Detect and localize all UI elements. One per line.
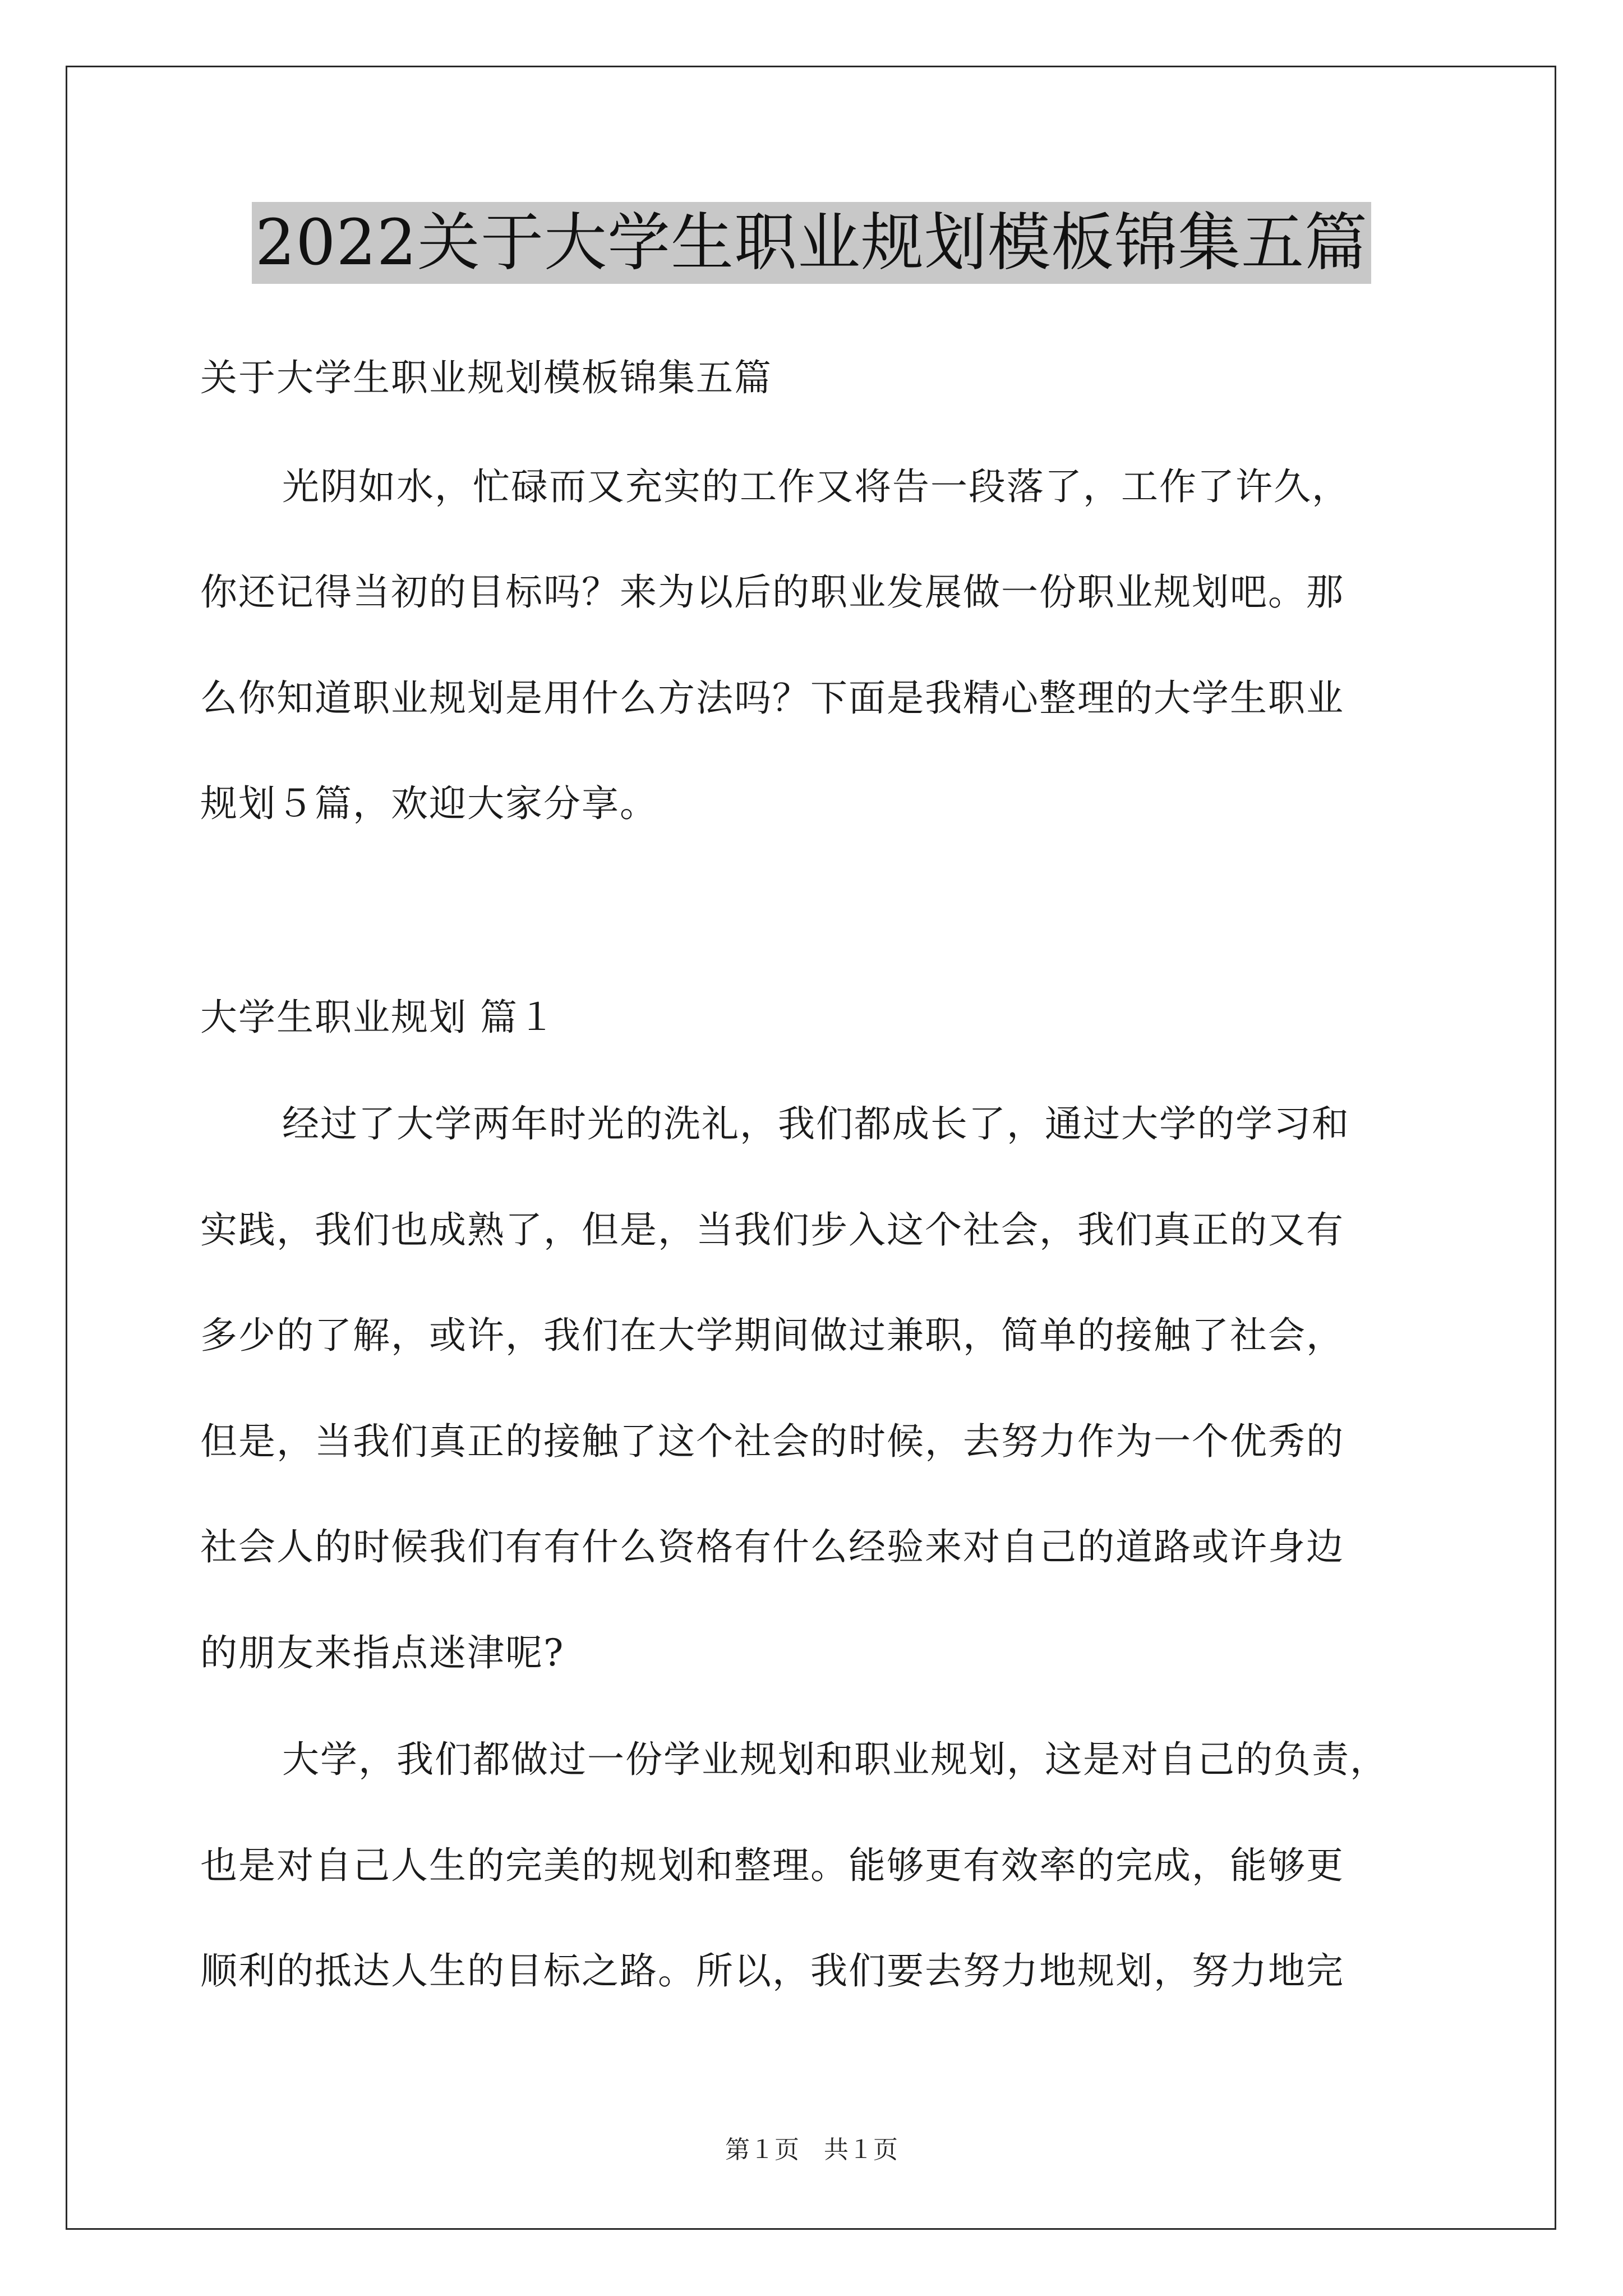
paragraph1-line-1: 经过了大学两年时光的洗礼，我们都成长了，通过大学的学习和 [282,1102,1350,1145]
document-subtitle: 关于大学生职业规划模板锦集五篇 [200,356,772,399]
title-container [0,202,1623,284]
intro-line-4: 规划５篇，欢迎大家分享。 [200,782,658,825]
paragraph1-line-4: 但是，当我们真正的接触了这个社会的时候，去努力作为一个优秀的 [200,1420,1344,1463]
paragraph1-line-2: 实践，我们也成熟了，但是，当我们步入这个社会，我们真正的又有 [200,1208,1344,1251]
paragraph2-line-1: 大学，我们都做过一份学业规划和职业规划，这是对自己的负责， [282,1738,1388,1781]
section-heading: 大学生职业规划 篇１ [200,996,556,1039]
paragraph1-line-5: 社会人的时候我们有有什么资格有什么经验来对自己的道路或许身边 [200,1525,1344,1568]
paragraph1-line-3: 多少的了解，或许，我们在大学期间做过兼职，简单的接触了社会， [200,1314,1344,1357]
paragraph1-line-6: 的朋友来指点迷津呢? [200,1631,565,1674]
document-title: 2022关于大学生职业规划模板锦集五篇 [252,202,1371,284]
page-footer: 第１页 共１页 [725,2136,898,2164]
paragraph2-line-3: 顺利的抵达人生的目标之路。所以，我们要去努力地规划，努力地完 [200,1949,1344,1993]
paragraph2-line-2: 也是对自己人生的完美的规划和整理。能够更有效率的完成，能够更 [200,1844,1344,1887]
intro-line-2: 你还记得当初的目标吗？来为以后的职业发展做一份职业规划吧。那 [200,570,1344,614]
intro-line-1: 光阴如水，忙碌而又充实的工作又将告一段落了，工作了许久， [282,465,1350,508]
intro-line-3: 么你知道职业规划是用什么方法吗？下面是我精心整理的大学生职业 [200,677,1344,720]
